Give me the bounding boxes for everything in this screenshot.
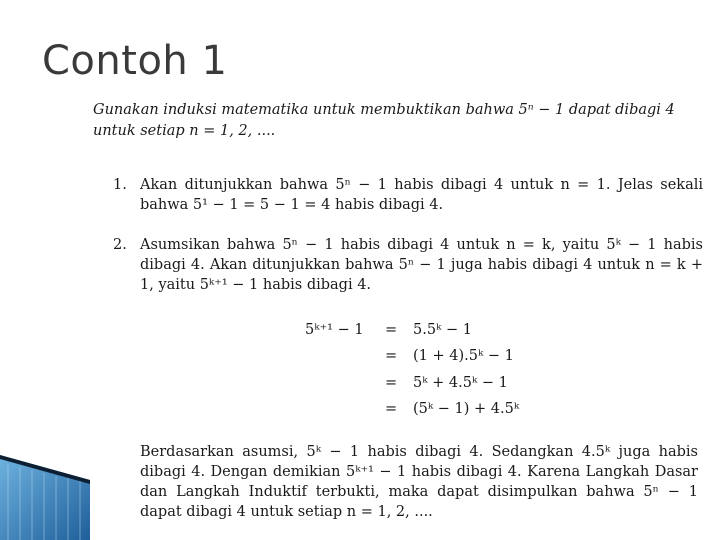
step-text: Akan ditunjukkan bahwa 5ⁿ − 1 habis dibagi 4 untuk n = 1. Jelas sekali bahwa 5¹ − 1 = 5 − 1 = 4 habis dibagi 4. [140,177,703,213]
equation-rhs: 5ᵏ + 4.5ᵏ − 1 [413,375,508,391]
decorative-corner-shape [0,455,90,540]
problem-statement: Gunakan induksi matematika untuk membuktikan bahwa 5ⁿ − 1 dapat dibagi 4 untuk setiap n = 1, 2, .... [93,102,675,139]
equation-equals: = [385,401,398,417]
step-number: 2. [113,237,127,253]
conclusion-paragraph: Berdasarkan asumsi, 5ᵏ − 1 habis dibagi 4. Sedangkan 4.5ᵏ juga habis dibagi 4. Dengan demikian 5ᵏ⁺¹ − 1 habis dibagi 4. Karena Langkah Dasar dan Langkah Induktif terbukti, maka dapat disimpulkan bahwa 5ⁿ − 1 dapat dibagi 4 untuk setiap n = 1, 2, .... [140,444,698,520]
slide-title: Contoh 1 [42,38,228,84]
equation-rhs: (5ᵏ − 1) + 4.5ᵏ [413,401,520,417]
equation-rhs: (1 + 4).5ᵏ − 1 [413,348,514,364]
proof-step-2 [113,235,703,295]
proof-step-1 [113,175,703,215]
equation-lhs: 5ᵏ⁺¹ − 1 [305,322,364,338]
equation-equals: = [385,348,398,364]
equation-rhs: 5.5ᵏ − 1 [413,322,472,338]
equation-equals: = [385,322,398,338]
step-text: Asumsikan bahwa 5ⁿ − 1 habis dibagi 4 untuk n = k, yaitu 5ᵏ − 1 habis dibagi 4. Akan ditunjukkan bahwa 5ⁿ − 1 juga habis dibagi 4 untuk n = k + 1, yaitu 5ᵏ⁺¹ − 1 habis dibagi 4. [140,237,703,293]
step-number: 1. [113,177,127,193]
equation-equals: = [385,375,398,391]
